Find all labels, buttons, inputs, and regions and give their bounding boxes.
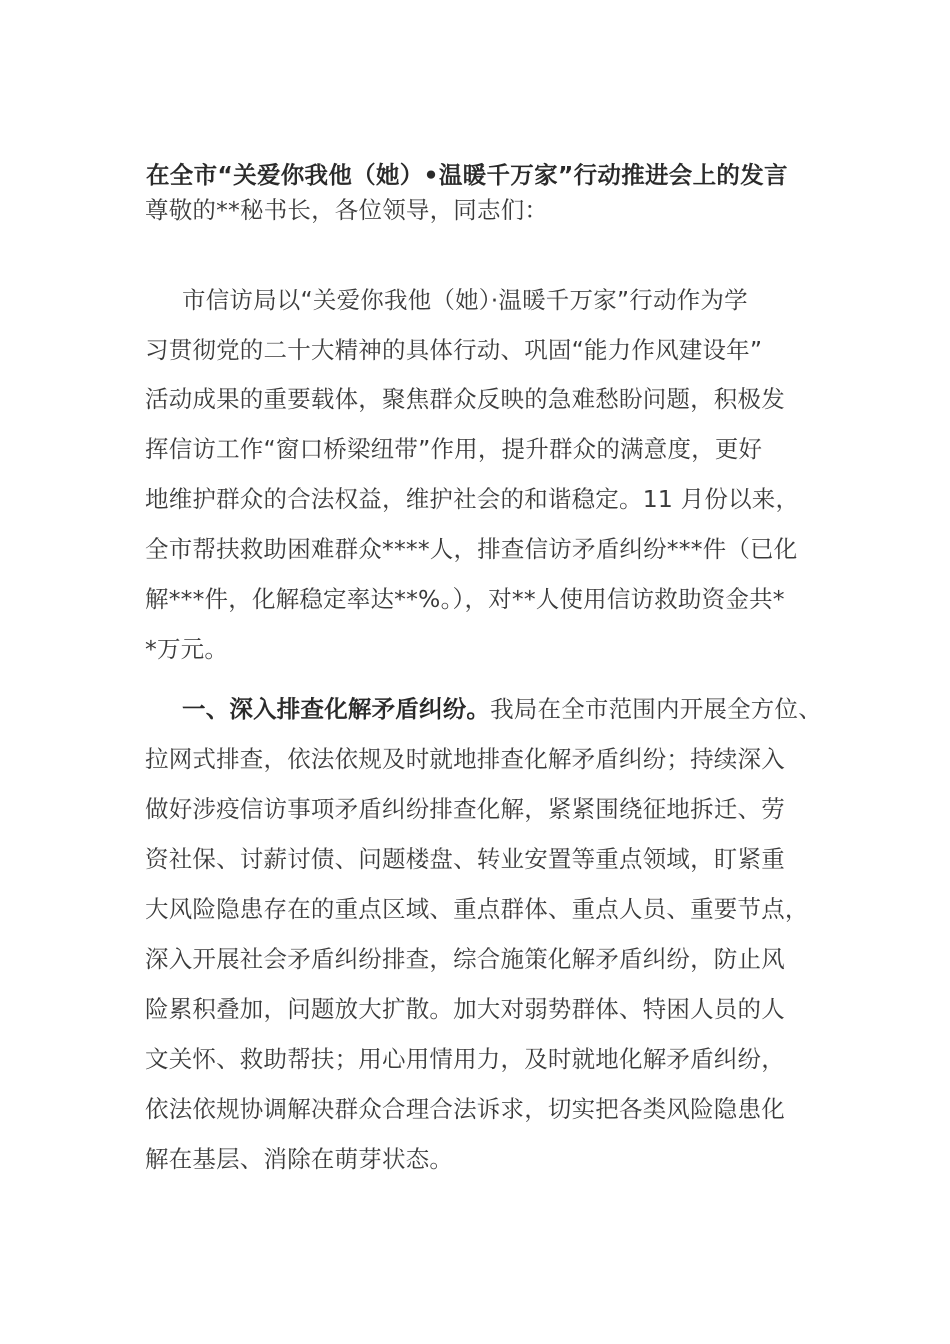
paragraph-line: 活动成果的重要载体，聚焦群众反映的急难愁盼问题，积极发	[145, 385, 785, 413]
paragraph-line: 深入开展社会矛盾纠纷排查，综合施策化解矛盾纠纷，防止风	[145, 945, 785, 973]
section-heading: 一、深入排查化解矛盾纠纷。	[182, 695, 491, 723]
document-title: 在全市“关爱你我他（她）•温暖千万家”行动推进会上的发言	[146, 161, 788, 189]
paragraph-line: 做好涉疫信访事项矛盾纠纷排查化解，紧紧围绕征地拆迁、劳	[145, 795, 785, 823]
paragraph-line: 资社保、讨薪讨债、问题楼盘、转业安置等重点领域，盯紧重	[145, 845, 785, 873]
paragraph-line: 文关怀、救助帮扶；用心用情用力，及时就地化解矛盾纠纷，	[145, 1045, 785, 1073]
paragraph-line: *万元。	[145, 635, 229, 663]
paragraph-line: 解***件，化解稳定率达**%。），对**人使用信访救助资金共*	[145, 585, 785, 613]
paragraph-line: 大风险隐患存在的重点区域、重点群体、重点人员、重要节点，	[145, 895, 809, 923]
paragraph-line: 全市帮扶救助困难群众****人，排查信访矛盾纠纷***件（已化	[145, 535, 798, 563]
paragraph-text: 我局在全市范围内开展全方位、	[490, 695, 822, 723]
paragraph-line: 习贯彻党的二十大精神的具体行动、巩固“能力作风建设年”	[145, 336, 763, 364]
paragraph-line: 险累积叠加，问题放大扩散。加大对弱势群体、特困人员的人	[145, 995, 785, 1023]
salutation: 尊敬的**秘书长，各位领导，同志们：	[145, 196, 549, 224]
paragraph-line: 挥信访工作“窗口桥梁纽带”作用，提升群众的满意度，更好	[145, 435, 763, 463]
paragraph-line: 拉网式排查，依法依规及时就地排查化解矛盾纠纷；持续深入	[145, 745, 785, 773]
paragraph-line: 解在基层、消除在萌芽状态。	[145, 1145, 454, 1173]
paragraph-first-line	[182, 694, 822, 724]
paragraph-line: 市信访局以“关爱你我他（她）·温暖千万家”行动作为学	[182, 286, 748, 314]
paragraph-line: 依法依规协调解决群众合理合法诉求，切实把各类风险隐患化	[145, 1095, 785, 1123]
paragraph-line: 地维护群众的合法权益，维护社会的和谐稳定。11 月份以来，	[145, 485, 800, 513]
